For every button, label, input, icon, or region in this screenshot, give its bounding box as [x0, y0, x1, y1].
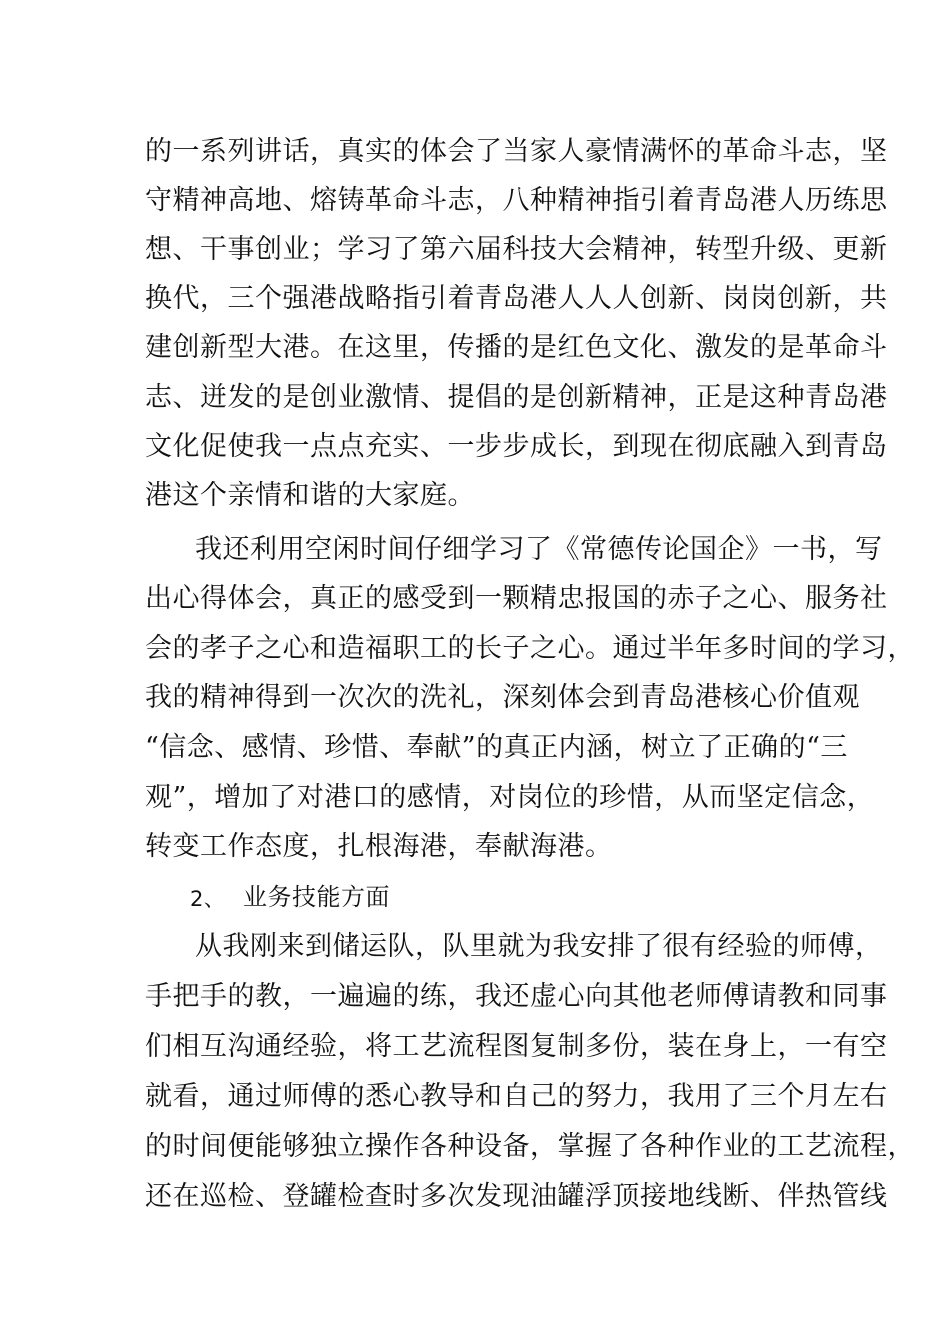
- paragraph-line: 们相互沟通经验，将工艺流程图复制多份，装在身上，一有空: [145, 1031, 888, 1062]
- paragraph-line: 港这个亲情和谐的大家庭。: [145, 480, 475, 511]
- paragraph-line: 我的精神得到一次次的洗礼，深刻体会到青岛港核心价值观: [145, 682, 860, 713]
- paragraph-line: 手把手的教，一遍遍的练，我还虚心向其他老师傅请教和同事: [145, 981, 888, 1012]
- paragraph-line: 的时间便能够独立操作各种设备，掌握了各种作业的工艺流程，: [145, 1131, 915, 1162]
- paragraph-line: 换代，三个强港战略指引着青岛港人人人创新、岗岗创新，共: [145, 283, 888, 314]
- paragraph-line: 志、迸发的是创业激情、提倡的是创新精神，正是这种青岛港: [145, 382, 888, 413]
- paragraph-line: 出心得体会，真正的感受到一颗精忠报国的赤子之心、服务社: [145, 583, 888, 614]
- paragraph-line: 还在巡检、登罐检查时多次发现油罐浮顶接地线断、伴热管线: [145, 1181, 888, 1212]
- section-title: 业务技能方面: [243, 883, 390, 911]
- paragraph-line: 转变工作态度，扎根海港，奉献海港。: [145, 831, 613, 862]
- section-number: 2、: [190, 887, 226, 911]
- paragraph-first-line: 从我刚来到储运队，队里就为我安排了很有经验的师傅，: [195, 931, 883, 962]
- paragraph-line: 想、干事创业；学习了第六届科技大会精神，转型升级、更新: [145, 234, 888, 265]
- paragraph-line: 文化促使我一点点充实、一步步成长，到现在彻底融入到青岛: [145, 431, 888, 462]
- paragraph-line: 的一系列讲话，真实的体会了当家人豪情满怀的革命斗志，坚: [145, 136, 888, 167]
- paragraph-first-line: 我还利用空闲时间仔细学习了《常德传论国企》一书，写: [195, 534, 883, 565]
- paragraph-line: 会的孝子之心和造福职工的长子之心。通过半年多时间的学习，: [145, 633, 915, 664]
- paragraph-line: 建创新型大港。在这里，传播的是红色文化、激发的是革命斗: [145, 332, 888, 363]
- paragraph-line: 就看，通过师傅的悉心教导和自己的努力，我用了三个月左右: [145, 1081, 888, 1112]
- paragraph-line: 守精神高地、熔铸革命斗志，八种精神指引着青岛港人历练思: [145, 185, 888, 216]
- paragraph-line: “信念、感情、珍惜、奉献”的真正内涵，树立了正确的“三: [145, 732, 848, 763]
- paragraph-line: 观”，增加了对港口的感情，对岗位的珍惜，从而坚定信念，: [145, 782, 875, 813]
